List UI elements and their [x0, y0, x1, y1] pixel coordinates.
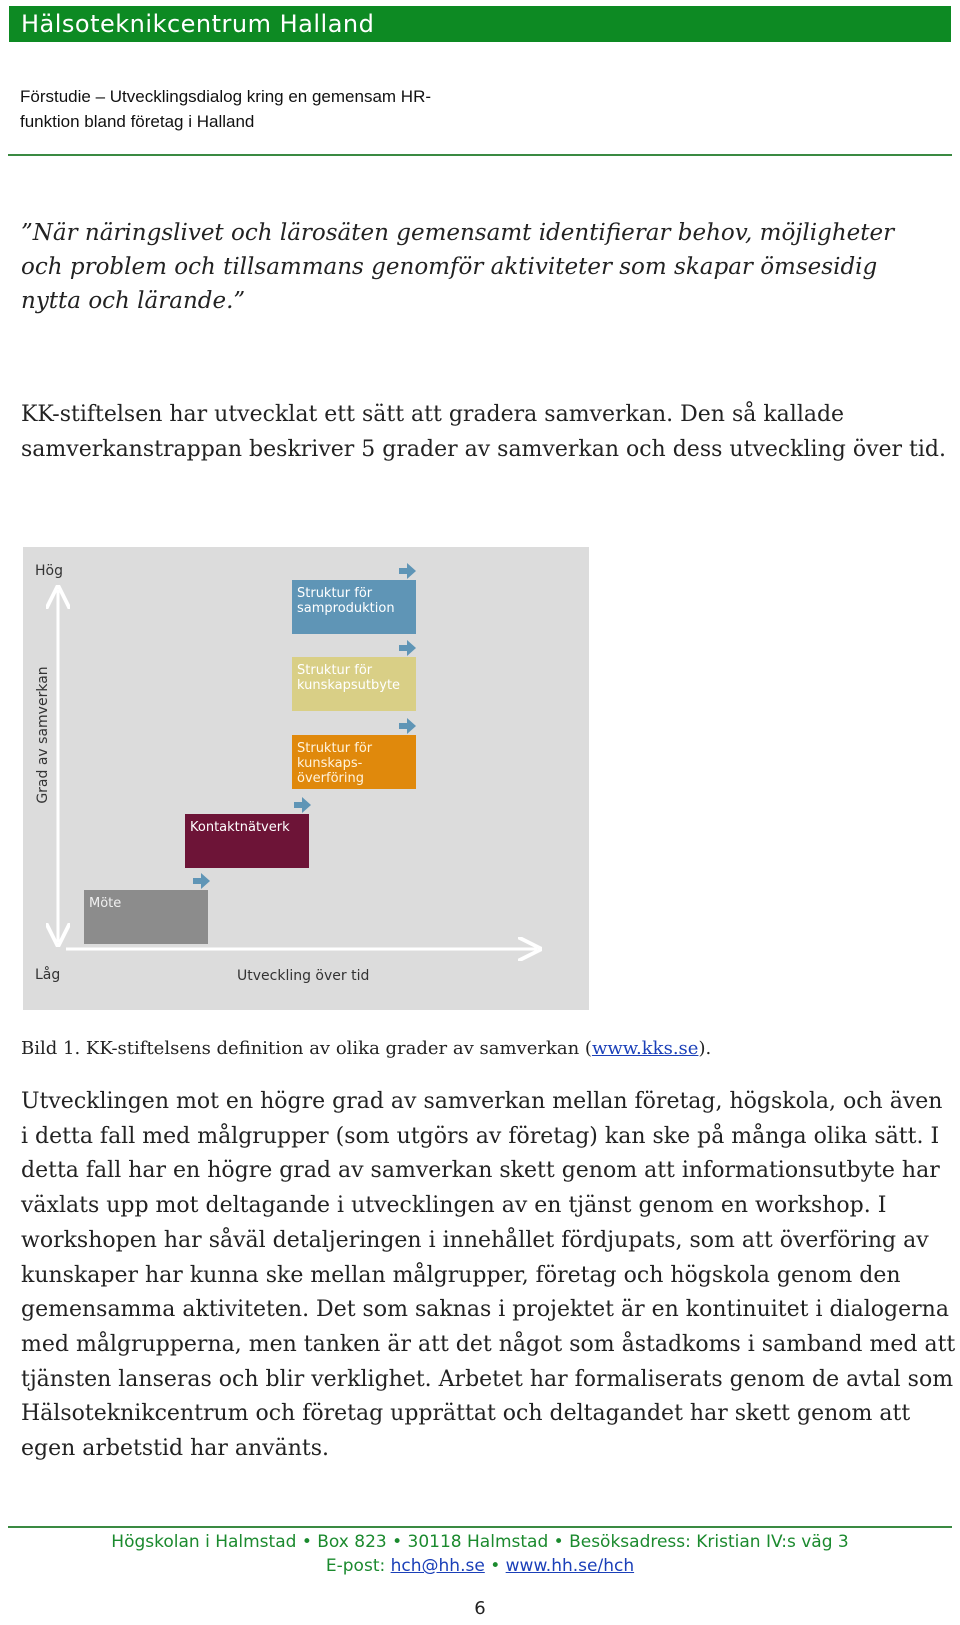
step-samproduktion — [292, 580, 416, 634]
header-banner — [9, 6, 951, 42]
subtitle-line-2: funktion bland företag i Halland — [20, 112, 255, 131]
intro-paragraph: KK-stiftelsen har utvecklat ett sätt att gradera samverkan. Den så kallade samverkanstrappan beskriver 5 grader av samverkan och dess utveckling över tid. — [21, 402, 946, 462]
step-kunskapsutbyte-line-1: Struktur för — [297, 663, 373, 678]
footer-email-label: E-post: — [325, 1556, 391, 1576]
step-kunskapsoverforing-line-3: överföring — [297, 771, 364, 786]
step-kunskapsoverforing-line-2: kunskaps- — [297, 756, 363, 771]
quote-paragraph: ”När näringslivet och lärosäten gemensamt identifierar behov, möjligheter och problem och tillsammans genomför aktiviteter som skapar ömsesidig nytta och lärande.” — [21, 220, 895, 314]
step-arrow-icon — [399, 640, 416, 656]
step-kontaktnatverk — [185, 814, 309, 868]
y-low-label: Låg — [35, 967, 61, 983]
footer-separator: • — [484, 1556, 506, 1576]
step-samproduktion-line-1: Struktur för — [297, 586, 373, 601]
step-kunskapsutbyte-line-2: kunskapsutbyte — [297, 678, 401, 693]
footer-website-link[interactable]: www.hh.se/hch — [505, 1556, 635, 1576]
caption-text: Bild 1. KK-stiftelsens definition av olika grader av samverkan ( — [21, 1038, 592, 1059]
figure-caption — [21, 1036, 921, 1062]
body-paragraph: Utvecklingen mot en högre grad av samverkan mellan företag, högskola, och även i detta fall med målgrupper (som utgörs av företag) kan ske på många olika sätt. I detta fall har en högre grad av samverkan skett genom att informationsutbyte har växlats upp mot deltagande i utvecklingen av en tjänst genom en workshop. I workshopen har såväl detaljeringen i innehållet fördjupats, som att överföring av kunskaper har kunna ske mellan målgrupper, företag och högskola genom den gemensamma aktiviteten. Det som saknas i projektet är en kontinuitet i dialogerna med målgrupperna, men tanken är att det något som åstadkoms i samband med att tjänsten lanseras och blir verklighet. Arbetet har formaliserats genom de avtal som Hälsoteknikcentrum och företag upprättat och deltagandet har skett genom att egen arbetstid har använts. — [21, 1089, 956, 1462]
step-kunskapsoverforing — [292, 735, 416, 789]
footer — [0, 1530, 960, 1578]
y-high-label: Hög — [35, 563, 63, 579]
caption-suffix: ). — [698, 1038, 712, 1059]
step-arrow-2 — [294, 797, 311, 813]
x-axis-label: Utveckling över tid — [237, 968, 370, 984]
banner-title: Hälsoteknikcentrum Halland — [21, 10, 375, 38]
step-arrow-icon — [399, 718, 416, 734]
step-mote — [84, 890, 208, 944]
document-subtitle — [20, 84, 500, 134]
step-arrow-icon — [399, 563, 416, 579]
step-arrow-1 — [193, 873, 210, 889]
step-arrow-4 — [399, 640, 416, 656]
step-samproduktion-line-2: samproduktion — [297, 601, 395, 616]
step-kunskapsoverforing-line-1: Struktur för — [297, 741, 373, 756]
step-arrow-icon — [294, 797, 311, 813]
subtitle-line-1: Förstudie – Utvecklingsdialog kring en gemensam HR- — [20, 87, 432, 106]
step-kunskapsutbyte — [292, 657, 416, 711]
step-arrow-3 — [399, 718, 416, 734]
step-arrow-icon — [193, 873, 210, 889]
footer-contact — [0, 1554, 960, 1578]
page-number: 6 — [474, 1598, 486, 1619]
samverkanstrappan-figure — [23, 547, 589, 1010]
header-divider — [8, 154, 952, 156]
step-kontaktnatverk-label: Kontaktnätverk — [190, 820, 290, 835]
step-mote-label: Möte — [89, 896, 122, 911]
caption-link[interactable]: www.kks.se — [591, 1038, 699, 1059]
y-axis-label: Grad av samverkan — [35, 666, 51, 804]
footer-address: Högskolan i Halmstad • Box 823 • 30118 Halmstad • Besöksadress: Kristian IV:s väg 3 — [111, 1532, 849, 1552]
step-arrow-5 — [399, 563, 416, 579]
footer-divider — [8, 1526, 952, 1528]
footer-email-link[interactable]: hch@hh.se — [390, 1556, 485, 1576]
